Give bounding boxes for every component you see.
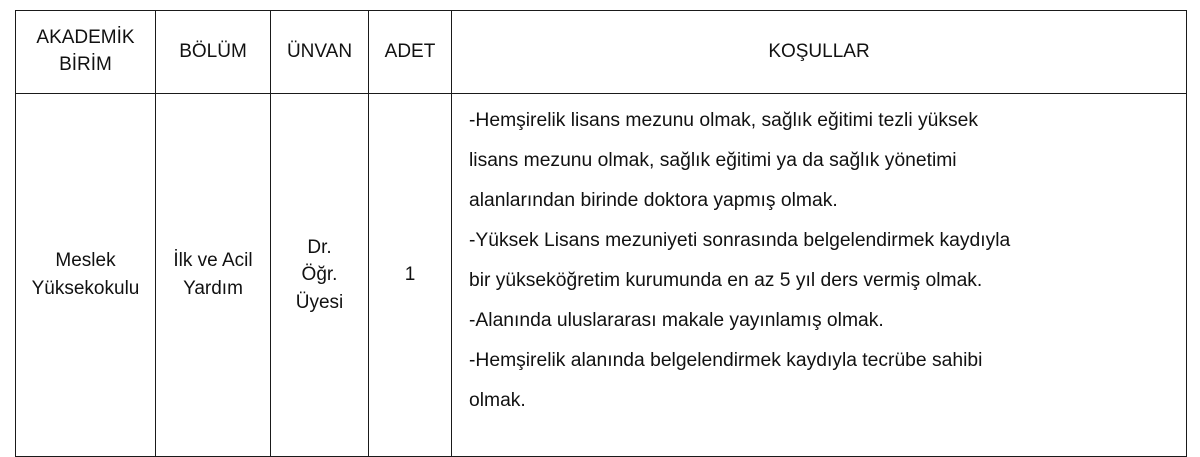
- kosul-line: -Hemşirelik lisans mezunu olmak, sağlık eğitimi tezli yüksek: [469, 110, 978, 131]
- cell-bolum: [156, 94, 271, 457]
- table-header-row: [16, 11, 1187, 94]
- cell-kosullar: [452, 94, 1187, 457]
- header-akademik-birim-line-2: BİRİM: [59, 54, 112, 75]
- kosul-line: -Alanında uluslararası makale yayınlamış olmak.: [469, 310, 884, 331]
- header-kosullar: KOŞULLAR: [452, 11, 1187, 94]
- cell-akademik-birim: [16, 94, 156, 457]
- cell-akademik-birim-line-1: Meslek: [55, 250, 116, 272]
- cell-akademik-birim-line-2: Yüksekokulu: [31, 278, 140, 299]
- kosul-line: bir yükseköğretim kurumunda en az 5 yıl ders vermiş olmak.: [469, 270, 983, 291]
- kosul-line: -Hemşirelik alanında belgelendirmek kaydıyla tecrübe sahibi: [469, 350, 983, 371]
- cell-unvan-line-1: Dr.: [307, 236, 332, 258]
- cell-adet: 1: [369, 94, 452, 457]
- cell-unvan-line-3: Üyesi: [295, 291, 344, 313]
- header-akademik-birim-line-1: AKADEMİK: [36, 27, 135, 49]
- kosul-line: alanlarından birinde doktora yapmış olmak.: [469, 190, 838, 211]
- table-row: [16, 94, 1187, 457]
- header-unvan: ÜNVAN: [271, 11, 369, 94]
- kosul-line: -Yüksek Lisans mezuniyeti sonrasında belgelendirmek kaydıyla: [469, 230, 1011, 251]
- header-adet: ADET: [369, 11, 452, 94]
- kosul-line: lisans mezunu olmak, sağlık eğitimi ya da sağlık yönetimi: [469, 150, 957, 171]
- header-bolum: BÖLÜM: [156, 11, 271, 94]
- header-akademik-birim: [16, 11, 156, 94]
- cell-unvan-line-2: Öğr.: [301, 264, 338, 286]
- kosul-line: olmak.: [469, 390, 526, 411]
- cell-bolum-line-2: Yardım: [183, 278, 243, 299]
- cell-unvan: [271, 94, 369, 457]
- position-table: [15, 10, 1187, 457]
- cell-bolum-line-1: İlk ve Acil: [173, 250, 253, 272]
